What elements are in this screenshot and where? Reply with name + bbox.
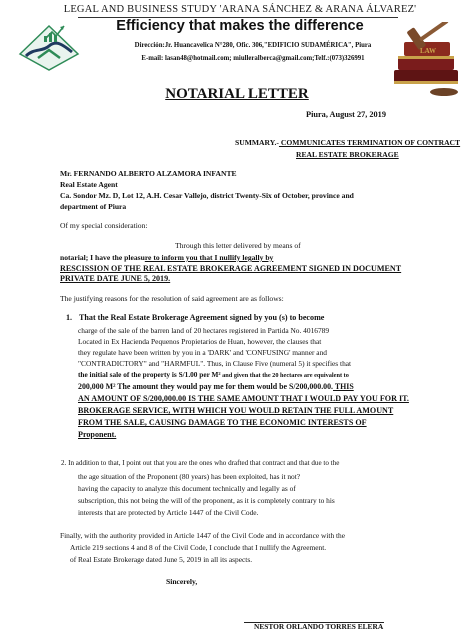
reasons-intro: The justifying reasons for the resolution of said agreement are as follows: bbox=[60, 294, 284, 303]
recipient-address-line1: Ca. Sondor Mz. D, Lot 12, A.H. Cesar Vallejo, district Twenty-Six of October, province and bbox=[60, 191, 354, 200]
point3-line: Article 219 sections 4 and 8 of the Civil Code, I conclude that I nullify the Agreement. bbox=[70, 543, 327, 552]
point1-price-a: the initial sale of the property is S/1.00 per M² bbox=[78, 370, 221, 379]
firm-contact: E-mail: lasan48@hotmail.com; miulleralberca@gmail.com;Telf.:(073)326991 bbox=[141, 55, 365, 62]
point2-line: the age situation of the Proponent (80 years) has been exploited, has it not? bbox=[78, 472, 301, 481]
summary-subject-line2: REAL ESTATE BROKERAGE bbox=[296, 150, 399, 159]
point2-line: subscription, this not being the will of the proponent, as it is completely contrary to his bbox=[78, 496, 335, 505]
firm-address: Dirección:Jr. Huancavelica N°280, Ofic. 306,"EDIFICIO SUDAMÉRICA", Piura bbox=[134, 42, 372, 49]
recipient-role: Real Estate Agent bbox=[60, 180, 118, 189]
intro-line1: Through this letter delivered by means of bbox=[175, 241, 301, 250]
rescission-statement: RESCISSION OF THE REAL ESTATE BROKERAGE AGREEMENT SIGNED IN DOCUMENT PRIVATE DATE JUNE 5, 2019. bbox=[60, 264, 402, 283]
point2-lead: 2. In addition to that, I point out that you are the ones who drafted that contract and that due to the bbox=[61, 459, 340, 467]
point1-amount: 200,000 M² The amount they would pay me for them would be S/200,000.00. bbox=[78, 382, 334, 391]
point3-line: of Real Estate Brokerage dated June 5, 2019 in all its aspects. bbox=[70, 555, 253, 564]
law-book-label: LAW bbox=[420, 47, 436, 55]
firm-name: LEGAL AND BUSINESS STUDY 'ARANA SÁNCHEZ & ARANA ÁLVAREZ' bbox=[63, 4, 417, 15]
summary-subject: COMMUNICATES TERMINATION OF CONTRACT bbox=[278, 138, 461, 147]
firm-slogan: Efficiency that makes the difference bbox=[116, 18, 364, 34]
point1-number: 1. bbox=[66, 313, 73, 322]
point3-lead: Finally, with the authority provided in Article 1447 of the Civil Code and in accordance with the bbox=[60, 531, 346, 540]
point1-line: "CONTRADICTORY" and "HARMFUL". Thus, in Clause Five (numeral 5) it specifies that bbox=[78, 359, 352, 368]
point1-bold-line: AN AMOUNT OF S/200,000.00 IS THE SAME AMOUNT THAT I WOULD PAY YOU FOR IT. bbox=[78, 394, 409, 403]
point1-line: they regulate have been written by you in a 'DARK' and 'CONFUSING' manner and bbox=[78, 348, 327, 357]
point1-bold-line: FROM THE SALE, CAUSING DAMAGE TO THE ECONOMIC INTERESTS OF bbox=[78, 418, 367, 427]
salutation: Of my special consideration: bbox=[60, 221, 148, 230]
point1-bold-line: BROKERAGE SERVICE, WITH WHICH YOU WOULD RETAIN THE FULL AMOUNT bbox=[78, 406, 394, 415]
point1-line: charge of the sale of the barren land of 20 hectares registered in Partida No. 4016789 bbox=[78, 326, 330, 335]
point1-price-b: and given that the 20 hectares are equivalent to bbox=[220, 372, 349, 379]
point1-line: Located in Ex Hacienda Pequenos Propietarios de Huan, however, the clauses that bbox=[78, 337, 322, 346]
intro-line2 bbox=[60, 253, 273, 262]
point1-lead: That the Real Estate Brokerage Agreement signed by you (s) to become bbox=[79, 313, 325, 322]
summary-line bbox=[235, 138, 460, 147]
point1-price-line bbox=[78, 370, 349, 379]
point1-amount-tail: THIS bbox=[333, 382, 354, 391]
handshake-logo-icon bbox=[16, 14, 82, 76]
intro-line2-b: re to inform you that I nullify legally by bbox=[144, 253, 274, 262]
point2-line: interests that are protected by Article 1447 of the Civil Code. bbox=[78, 508, 259, 517]
recipient-name: Mr. FERNANDO ALBERTO ALZAMORA INFANTE bbox=[60, 169, 237, 178]
signatory-name: NESTOR ORLANDO TORRES ELERA bbox=[254, 622, 384, 631]
letter-date: Piura, August 27, 2019 bbox=[306, 110, 386, 119]
summary-label: SUMMARY.- bbox=[235, 138, 279, 147]
letter-title: NOTARIAL LETTER bbox=[165, 86, 309, 102]
point1-amount-line bbox=[78, 382, 354, 391]
closing: Sincerely, bbox=[166, 577, 198, 586]
intro-line2-a: notarial; I have the pleasu bbox=[60, 253, 145, 262]
point2-line: having the capacity to analyze this document technically and legally as of bbox=[78, 484, 296, 493]
point1-bold-line: Proponent. bbox=[78, 430, 117, 439]
recipient-address-line2: department of Piura bbox=[60, 202, 127, 211]
